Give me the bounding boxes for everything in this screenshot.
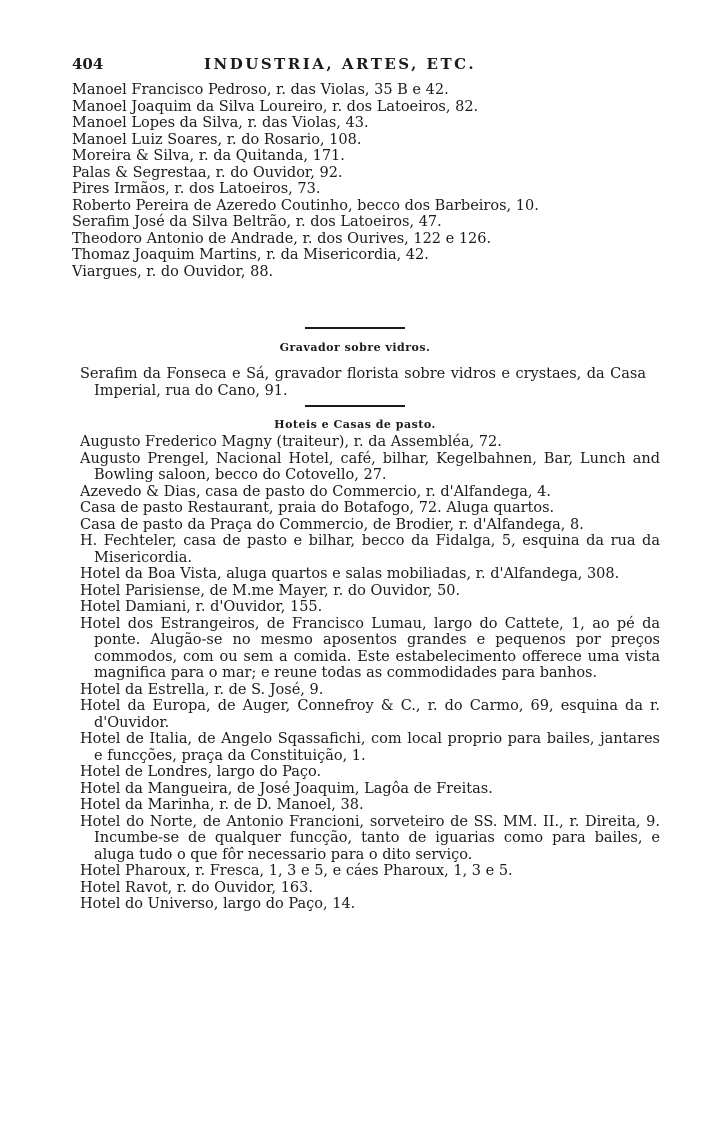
list-item: Thomaz Joaquim Martins, r. da Misericordia, 42. — [72, 247, 429, 263]
running-title: INDUSTRIA, ARTES, ETC. — [204, 55, 477, 73]
list-item: Hotel da Estrella, r. de S. José, 9. — [80, 681, 324, 698]
list-item: Roberto Pereira de Azeredo Coutinho, becco dos Barbeiros, 10. — [72, 197, 539, 214]
list-item: Azevedo & Dias, casa de pasto do Commercio, r. d'Alfandega, 4. — [80, 483, 551, 500]
list-item: Hotel da Mangueira, de José Joaquim, Lagôa de Freitas. — [80, 780, 493, 797]
list-item: Moreira & Silva, r. da Quitanda, 171. — [72, 148, 345, 164]
list-item: Manoel Lopes da Silva, r. das Violas, 43. — [72, 115, 369, 131]
page-number: 404 — [72, 55, 104, 73]
list-item: Augusto Prengel, Nacional Hotel, café, bilhar, Kegelbahnen, Bar, Lunch and Bowling saloon, becco do Cotovello, 27. — [80, 450, 660, 483]
section-rule — [305, 405, 405, 407]
list-item: Hotel dos Estrangeiros, de Francisco Lumau, largo do Cattete, 1, ao pé da ponte. Alugão-se no mesmo aposentos grandes e pequenos por preços commodos, com ou sem a comida. Este estabelecimento offerece uma vista magnifica para o mar; e reune todas as commodidades para banhos. — [80, 615, 660, 681]
section-rule — [305, 327, 405, 329]
list-item: Manoel Francisco Pedroso, r. das Violas, 35 B e 42. — [72, 82, 449, 98]
section-heading-gravador: Gravador sobre vidros. — [279, 341, 431, 354]
list-item: Hotel da Europa, de Auger, Connefroy & C., r. do Carmo, 69, esquina da r. d'Ouvidor. — [80, 698, 660, 731]
list-item: Hotel Parisiense, de M.me Mayer, r. do Ouvidor, 50. — [80, 582, 461, 599]
section-heading-hoteis: Hoteis e Casas de pasto. — [274, 418, 436, 431]
list-item: Hotel do Universo, largo do Paço, 14. — [80, 896, 356, 912]
directory-list-hoteis — [80, 434, 680, 913]
list-item: Hotel de Londres, largo do Paço. — [80, 764, 322, 780]
list-item: Hotel de Italia, de Angelo Sqassafichi, com local proprio para bailes, jantares e funcções, praça da Constituição, 1. — [80, 731, 660, 764]
list-item: Casa de pasto da Praça do Commercio, de Brodier, r. d'Alfandega, 8. — [80, 516, 584, 533]
list-item: Manoel Luiz Soares, r. do Rosario, 108. — [72, 131, 362, 148]
list-item: Hotel Ravot, r. do Ouvidor, 163. — [80, 879, 313, 896]
list-item: Viargues, r. do Ouvidor, 88. — [72, 263, 274, 280]
list-item: Serafim José da Silva Beltrão, r. dos Latoeiros, 47. — [72, 214, 442, 230]
list-item: Augusto Frederico Magny (traiteur), r. da Assembléa, 72. — [80, 434, 502, 450]
list-item: Manoel Joaquim da Silva Loureiro, r. dos Latoeiros, 82. — [72, 98, 479, 115]
page-header — [72, 55, 650, 77]
list-item: Hotel Damiani, r. d'Ouvidor, 155. — [80, 599, 323, 615]
gravador-section — [80, 366, 646, 399]
list-item: Pires Irmãos, r. dos Latoeiros, 73. — [72, 181, 321, 197]
list-item: Hotel da Boa Vista, aluga quartos e salas mobiliadas, r. d'Alfandega, 308. — [80, 566, 620, 582]
list-item: Serafim da Fonseca e Sá, gravador florista sobre vidros e crystaes, da Casa Imperial, rua do Cano, 91. — [80, 366, 646, 399]
list-item: Theodoro Antonio de Andrade, r. dos Ourives, 122 e 126. — [72, 230, 492, 247]
directory-list-a — [72, 82, 672, 280]
list-item: Hotel Pharoux, r. Fresca, 1, 3 e 5, e cáes Pharoux, 1, 3 e 5. — [80, 863, 513, 879]
list-item: H. Fechteler, casa de pasto e bilhar, becco da Fidalga, 5, esquina da rua da Misericordia. — [80, 533, 660, 566]
list-item: Hotel da Marinha, r. de D. Manoel, 38. — [80, 797, 364, 813]
list-item: Casa de pasto Restaurant, praia do Botafogo, 72. Aluga quartos. — [80, 500, 555, 516]
list-item: Palas & Segrestaa, r. do Ouvidor, 92. — [72, 164, 343, 181]
list-item: Hotel do Norte, de Antonio Francioni, sorveteiro de SS. MM. II., r. Direita, 9. Incumbe-se de qualquer funcção, tanto de iguarias como para bailes, e aluga tudo o que fôr necessario para o dito serviço. — [80, 813, 660, 863]
